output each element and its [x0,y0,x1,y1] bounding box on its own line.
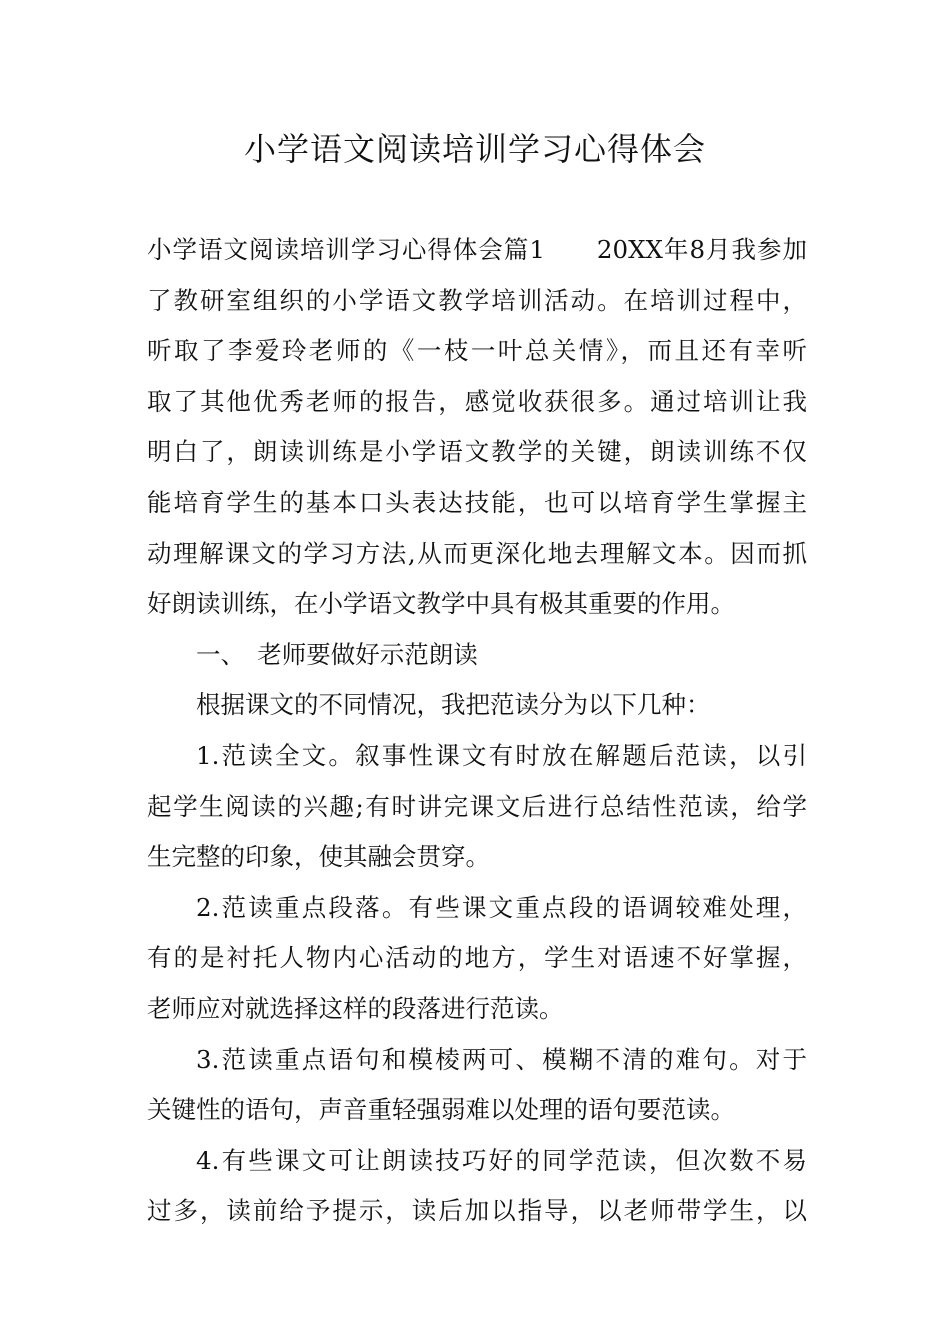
list-item-line: 生完整的印象，使其融会贯穿。 [147,842,490,872]
list-item-line: 3.范读重点语句和模棱两可、模糊不清的难句。对于 [196,1044,807,1074]
body-line: 好朗读训练，在小学语文教学中具有极其重要的作用。 [147,589,735,619]
body-line: 能培育学生的基本口头表达技能，也可以培育学生掌握主 [147,487,807,517]
body-line: 动理解课文的学习方法,从而更深化地去理解文本。因而抓 [147,538,807,568]
body-line: 听取了李爱玲老师的《一枝一叶总关情》，而且还有幸听 [147,336,807,366]
document-title: 小学语文阅读培训学习心得体会 [243,130,706,168]
section-heading: 一、 老师要做好示范朗读 [196,639,478,669]
list-item-line: 2.范读重点段落。有些课文重点段的语调较难处理， [196,892,807,922]
list-item-line: 老师应对就选择这样的段落进行范读。 [147,993,564,1023]
list-item-line: 1.范读全文。叙事性课文有时放在解题后范读，以引 [196,740,807,770]
body-line: 小学语文阅读培训学习心得体会篇1 20XX年8月我参加 [147,235,807,264]
list-item-line: 起学生阅读的兴趣;有时讲完课文后进行总结性范读，给学 [147,791,807,821]
body-line: 明白了，朗读训练是小学语文教学的关键，朗读训练不仅 [147,437,807,467]
body-line: 了教研室组织的小学语文教学培训活动。在培训过程中， [147,285,807,315]
list-item-line: 关键性的语句，声音重轻强弱难以处理的语句要范读。 [147,1095,735,1125]
body-line: 取了其他优秀老师的报告，感觉收获很多。通过培训让我 [147,386,807,416]
list-item-line: 过多，读前给予提示，读后加以指导，以老师带学生，以 [147,1196,807,1226]
list-item-line: 有的是衬托人物内心活动的地方，学生对语速不好掌握， [147,943,807,973]
list-item-line: 4.有些课文可让朗读技巧好的同学范读，但次数不易 [196,1145,807,1175]
body-line: 根据课文的不同情况，我把范读分为以下几种： [196,690,711,720]
document-body [147,225,807,1237]
